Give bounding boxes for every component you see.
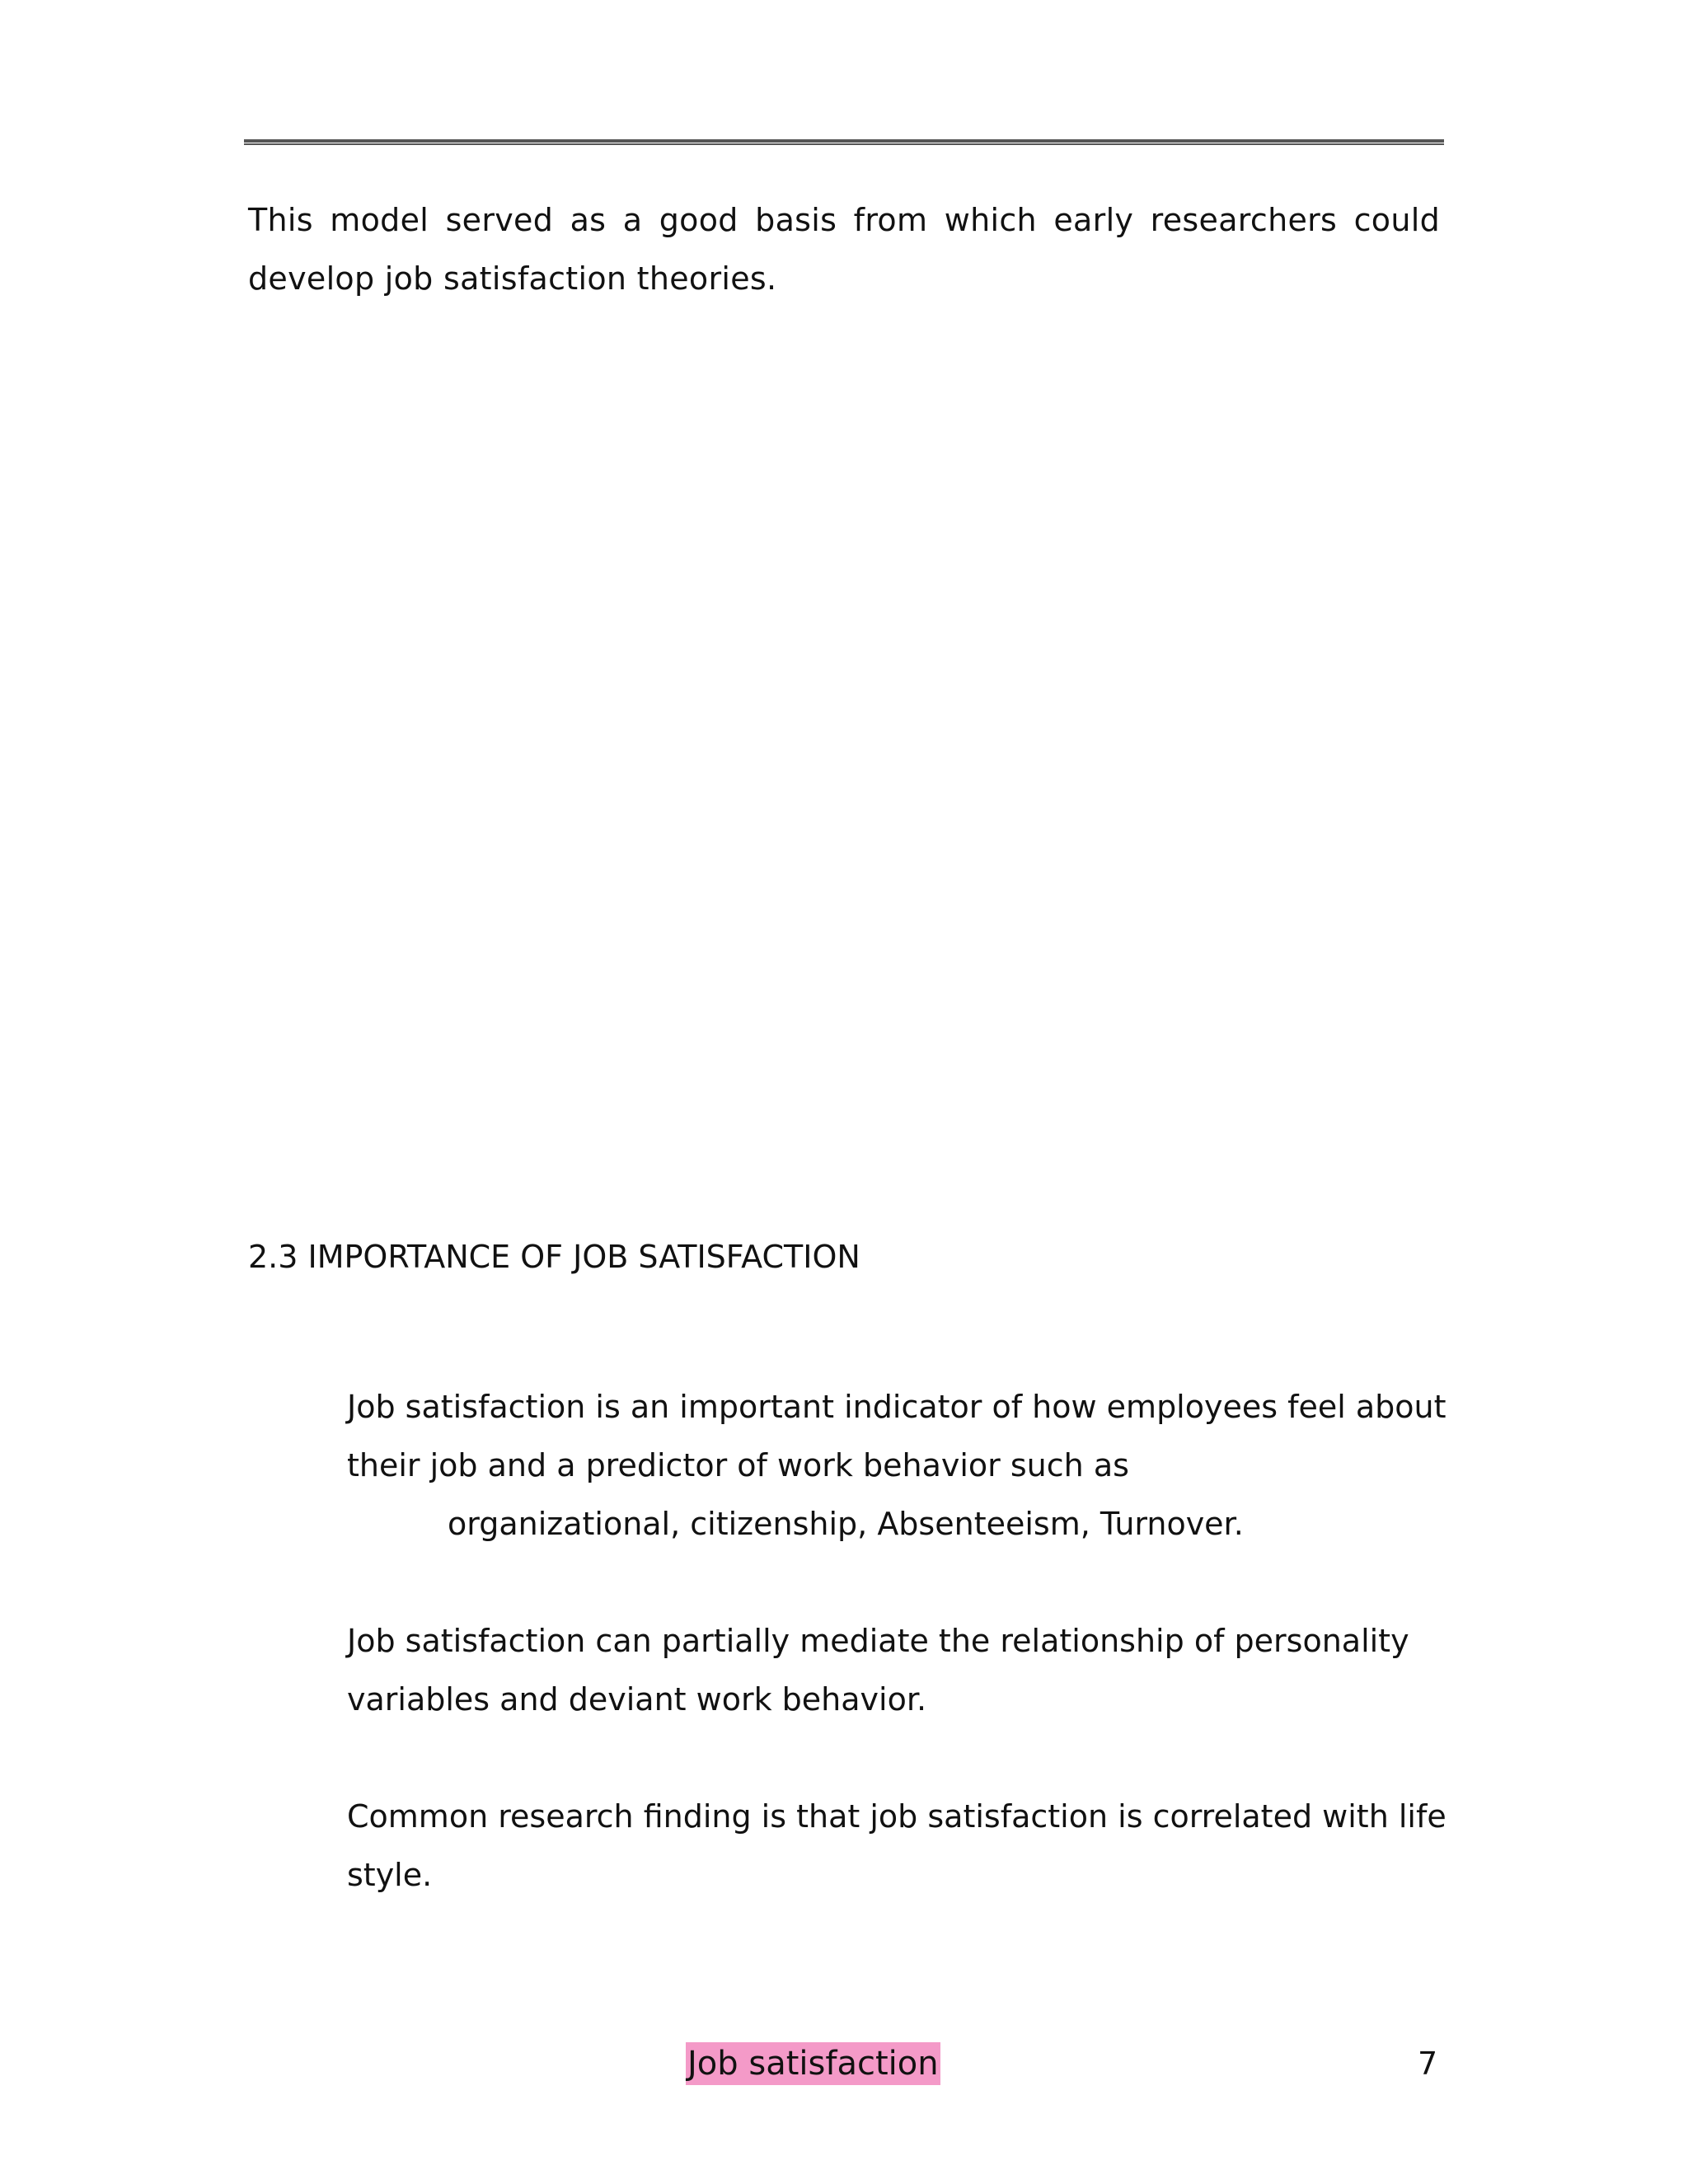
header-rule bbox=[244, 139, 1444, 145]
list-item-text: Common research finding is that job satisfaction is correlated with life style. bbox=[347, 1798, 1447, 1893]
list-item bbox=[347, 1788, 1451, 1905]
list-item-text: Job satisfaction is an important indicator of how employees feel about their job and a predictor of work behavior such as bbox=[347, 1389, 1447, 1483]
list-item bbox=[347, 1378, 1451, 1554]
section-heading: 2.3 IMPORTANCE OF JOB SATISFACTION bbox=[248, 1239, 860, 1275]
list-item-continuation: organizational, citizenship, Absenteeism, Turnover. bbox=[448, 1506, 1244, 1542]
list-item-text: Job satisfaction can partially mediate the relationship of personality variables and deviant work behavior. bbox=[347, 1623, 1409, 1718]
intro-paragraph: This model served as a good basis from which early researchers could develop job satisfaction theories. bbox=[248, 202, 1440, 297]
importance-list bbox=[347, 1378, 1451, 1963]
page-number: 7 bbox=[1418, 2046, 1438, 2082]
footer-title: Job satisfaction bbox=[686, 2042, 940, 2085]
list-item bbox=[347, 1612, 1451, 1729]
